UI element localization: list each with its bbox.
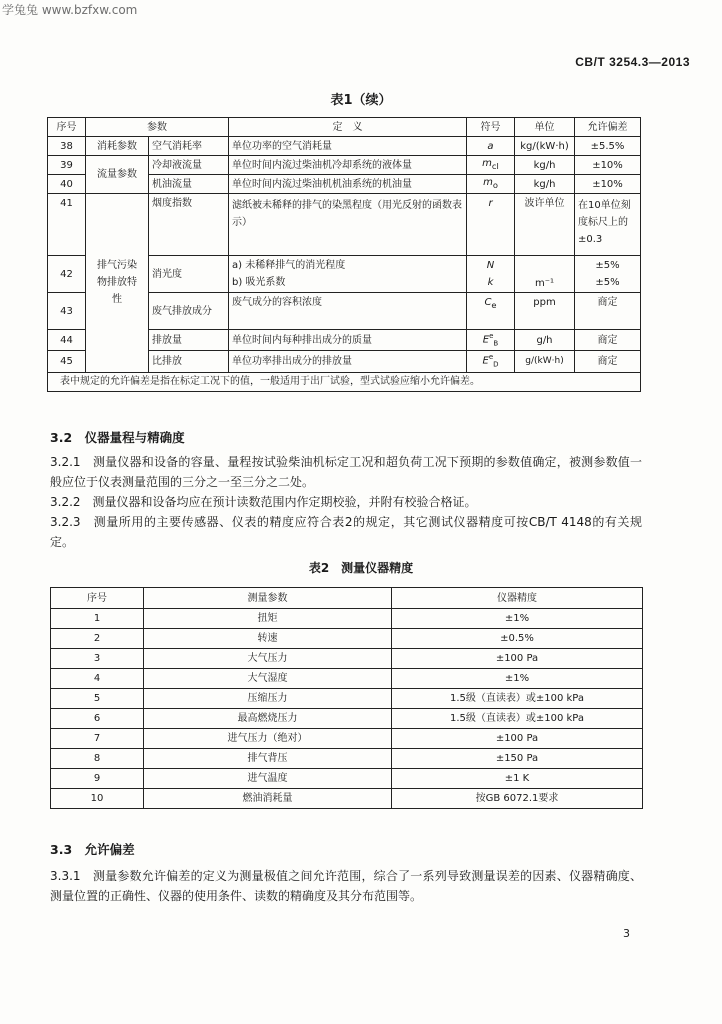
row-tol: ±5.5% <box>575 137 641 156</box>
row-unit: kg/h <box>515 175 575 194</box>
header-tol: 允许偏差 <box>575 118 641 137</box>
row-no: 8 <box>51 749 144 769</box>
table2 <box>50 587 643 809</box>
row-accuracy: ±100 Pa <box>392 729 643 749</box>
header-sym: 符号 <box>467 118 515 137</box>
row-param: 转速 <box>144 629 392 649</box>
row-accuracy: 1.5级（直读表）或±100 kPa <box>392 709 643 729</box>
row-no: 2 <box>51 629 144 649</box>
row-no: 38 <box>48 137 86 156</box>
table-row <box>51 769 643 789</box>
row-accuracy: ±1% <box>392 669 643 689</box>
row-unit: g/(kW·h) <box>515 351 575 372</box>
row-def: 单位功率排出成分的排放量 <box>229 351 467 372</box>
table-row <box>48 194 641 256</box>
row-category: 流量参数 <box>86 156 149 194</box>
table-row <box>51 749 643 769</box>
row-accuracy: ±1 K <box>392 769 643 789</box>
paragraph-3-2-2: 3.2.2 测量仪器和设备均应在预计读数范围内作定期校验，并附有校验合格证。 <box>50 495 477 509</box>
row-param: 压缩压力 <box>144 689 392 709</box>
row-param: 扭矩 <box>144 609 392 629</box>
row-unit: g/h <box>515 330 575 351</box>
row-no: 5 <box>51 689 144 709</box>
row-tol: 商定 <box>575 351 641 372</box>
row-param: 冷却液流量 <box>149 156 229 175</box>
header-param: 参数 <box>86 118 229 137</box>
row-param: 机油流量 <box>149 175 229 194</box>
row-no: 45 <box>48 351 86 372</box>
table1 <box>47 117 641 392</box>
row-no: 4 <box>51 669 144 689</box>
row-unit: kg/h <box>515 156 575 175</box>
header-no: 序号 <box>51 588 144 609</box>
row-param: 烟度指数 <box>149 194 229 256</box>
header-param: 测量参数 <box>144 588 392 609</box>
header-unit: 单位 <box>515 118 575 137</box>
row-accuracy: ±100 Pa <box>392 649 643 669</box>
row-no: 1 <box>51 609 144 629</box>
table-row <box>51 629 643 649</box>
row-unit: ppm <box>515 293 575 330</box>
row-sym: $m_{cl}$ <box>467 156 515 175</box>
row-tol: ±10% <box>575 156 641 175</box>
row-param: 燃油消耗量 <box>144 789 392 809</box>
header-accuracy: 仪器精度 <box>392 588 643 609</box>
paragraph-3-2-1: 3.2.1 测量仪器和设备的容量、量程按试验柴油机标定工况和超负荷工况下预期的参数值确定，被测参数值一般应位于仪表测量范围的三分之一至三分之二处。 <box>50 455 642 489</box>
row-no: 9 <box>51 769 144 789</box>
row-def: a) 未稀释排气的消光程度 b) 吸光系数 <box>229 256 467 293</box>
row-unit: m⁻¹ <box>515 256 575 293</box>
table-row <box>48 137 641 156</box>
row-no: 7 <box>51 729 144 749</box>
table-row <box>48 156 641 175</box>
table1-note-row <box>48 372 641 391</box>
table-row <box>51 689 643 709</box>
row-param: 排气背压 <box>144 749 392 769</box>
row-def: 单位功率的空气消耗量 <box>229 137 467 156</box>
row-category: 消耗参数 <box>86 137 149 156</box>
row-tol: ±10% <box>575 175 641 194</box>
table2-header <box>51 588 643 609</box>
watermark: 学兔兔 www.bzfxw.com <box>2 3 138 17</box>
row-no: 44 <box>48 330 86 351</box>
row-param: 消光度 <box>149 256 229 293</box>
row-param: 比排放 <box>149 351 229 372</box>
table-row <box>51 789 643 809</box>
row-param: 进气温度 <box>144 769 392 789</box>
table1-header <box>48 118 641 137</box>
table-row <box>51 709 643 729</box>
header-def: 定 义 <box>229 118 467 137</box>
row-param: 进气压力（绝对） <box>144 729 392 749</box>
row-no: 3 <box>51 649 144 669</box>
row-no: 43 <box>48 293 86 330</box>
row-unit: 波许单位 <box>515 194 575 256</box>
row-no: 10 <box>51 789 144 809</box>
row-param: 大气湿度 <box>144 669 392 689</box>
row-sym: $C_e$ <box>467 293 515 330</box>
row-category: 排气污染物排放特性 <box>86 194 149 373</box>
row-param: 排放量 <box>149 330 229 351</box>
row-sym: a <box>467 137 515 156</box>
row-sym: $E^e_B$ <box>467 330 515 351</box>
row-no: 39 <box>48 156 86 175</box>
row-tol: 在10单位刻度标尺上的±0.3 <box>575 194 641 256</box>
row-no: 6 <box>51 709 144 729</box>
row-param: 空气消耗率 <box>149 137 229 156</box>
row-accuracy: ±1% <box>392 609 643 629</box>
table-row <box>51 669 643 689</box>
row-sym: r <box>467 194 515 256</box>
standard-code: CB/T 3254.3—2013 <box>575 55 690 69</box>
row-accuracy: ±150 Pa <box>392 749 643 769</box>
row-accuracy: 1.5级（直读表）或±100 kPa <box>392 689 643 709</box>
row-accuracy: ±0.5% <box>392 629 643 649</box>
table-row <box>51 609 643 629</box>
row-def: 滤纸被未稀释的排气的染黑程度（用光反射的函数表示） <box>229 194 467 256</box>
row-def: 单位时间内流过柴油机机油系统的机油量 <box>229 175 467 194</box>
header-no: 序号 <box>48 118 86 137</box>
row-unit: kg/(kW·h) <box>515 137 575 156</box>
row-no: 42 <box>48 256 86 293</box>
row-def: 单位时间内流过柴油机冷却系统的液体量 <box>229 156 467 175</box>
row-accuracy: 按GB 6072.1要求 <box>392 789 643 809</box>
row-tol: ±5% ±5% <box>575 256 641 293</box>
row-sym: N k <box>467 256 515 293</box>
row-def: 单位时间内每种排出成分的质量 <box>229 330 467 351</box>
section-3-2-heading: 3.2 仪器量程与精确度 <box>50 430 185 445</box>
row-tol: 商定 <box>575 330 641 351</box>
row-param: 大气压力 <box>144 649 392 669</box>
table-row <box>51 649 643 669</box>
row-no: 41 <box>48 194 86 256</box>
row-param: 废气排放成分 <box>149 293 229 330</box>
row-def: 废气成分的容积浓度 <box>229 293 467 330</box>
table-row <box>51 729 643 749</box>
table1-caption: 表1（续） <box>330 93 392 108</box>
page-number: 3 <box>623 927 630 940</box>
row-no: 40 <box>48 175 86 194</box>
row-sym: $m_o$ <box>467 175 515 194</box>
row-param: 最高燃烧压力 <box>144 709 392 729</box>
table1-note: 表中规定的允许偏差是指在标定工况下的值，一般适用于出厂试验，型式试验应缩小允许偏差。 <box>48 372 641 391</box>
paragraph-3-3-1: 3.3.1 测量参数允许偏差的定义为测量极值之间允许范围，综合了一系列导致测量误差的因素、仪器精确度、测量位置的正确性、仪器的使用条件、读数的精确度及其分布范围等。 <box>50 869 642 903</box>
table2-caption: 表2 测量仪器精度 <box>308 561 414 575</box>
row-tol: 商定 <box>575 293 641 330</box>
row-sym: $E^e_D$ <box>467 351 515 372</box>
paragraph-3-2-3: 3.2.3 测量所用的主要传感器、仪表的精度应符合表2的规定，其它测试仪器精度可按CB/T 4148的有关规定。 <box>50 515 642 549</box>
section-3-3-heading: 3.3 允许偏差 <box>50 842 135 857</box>
